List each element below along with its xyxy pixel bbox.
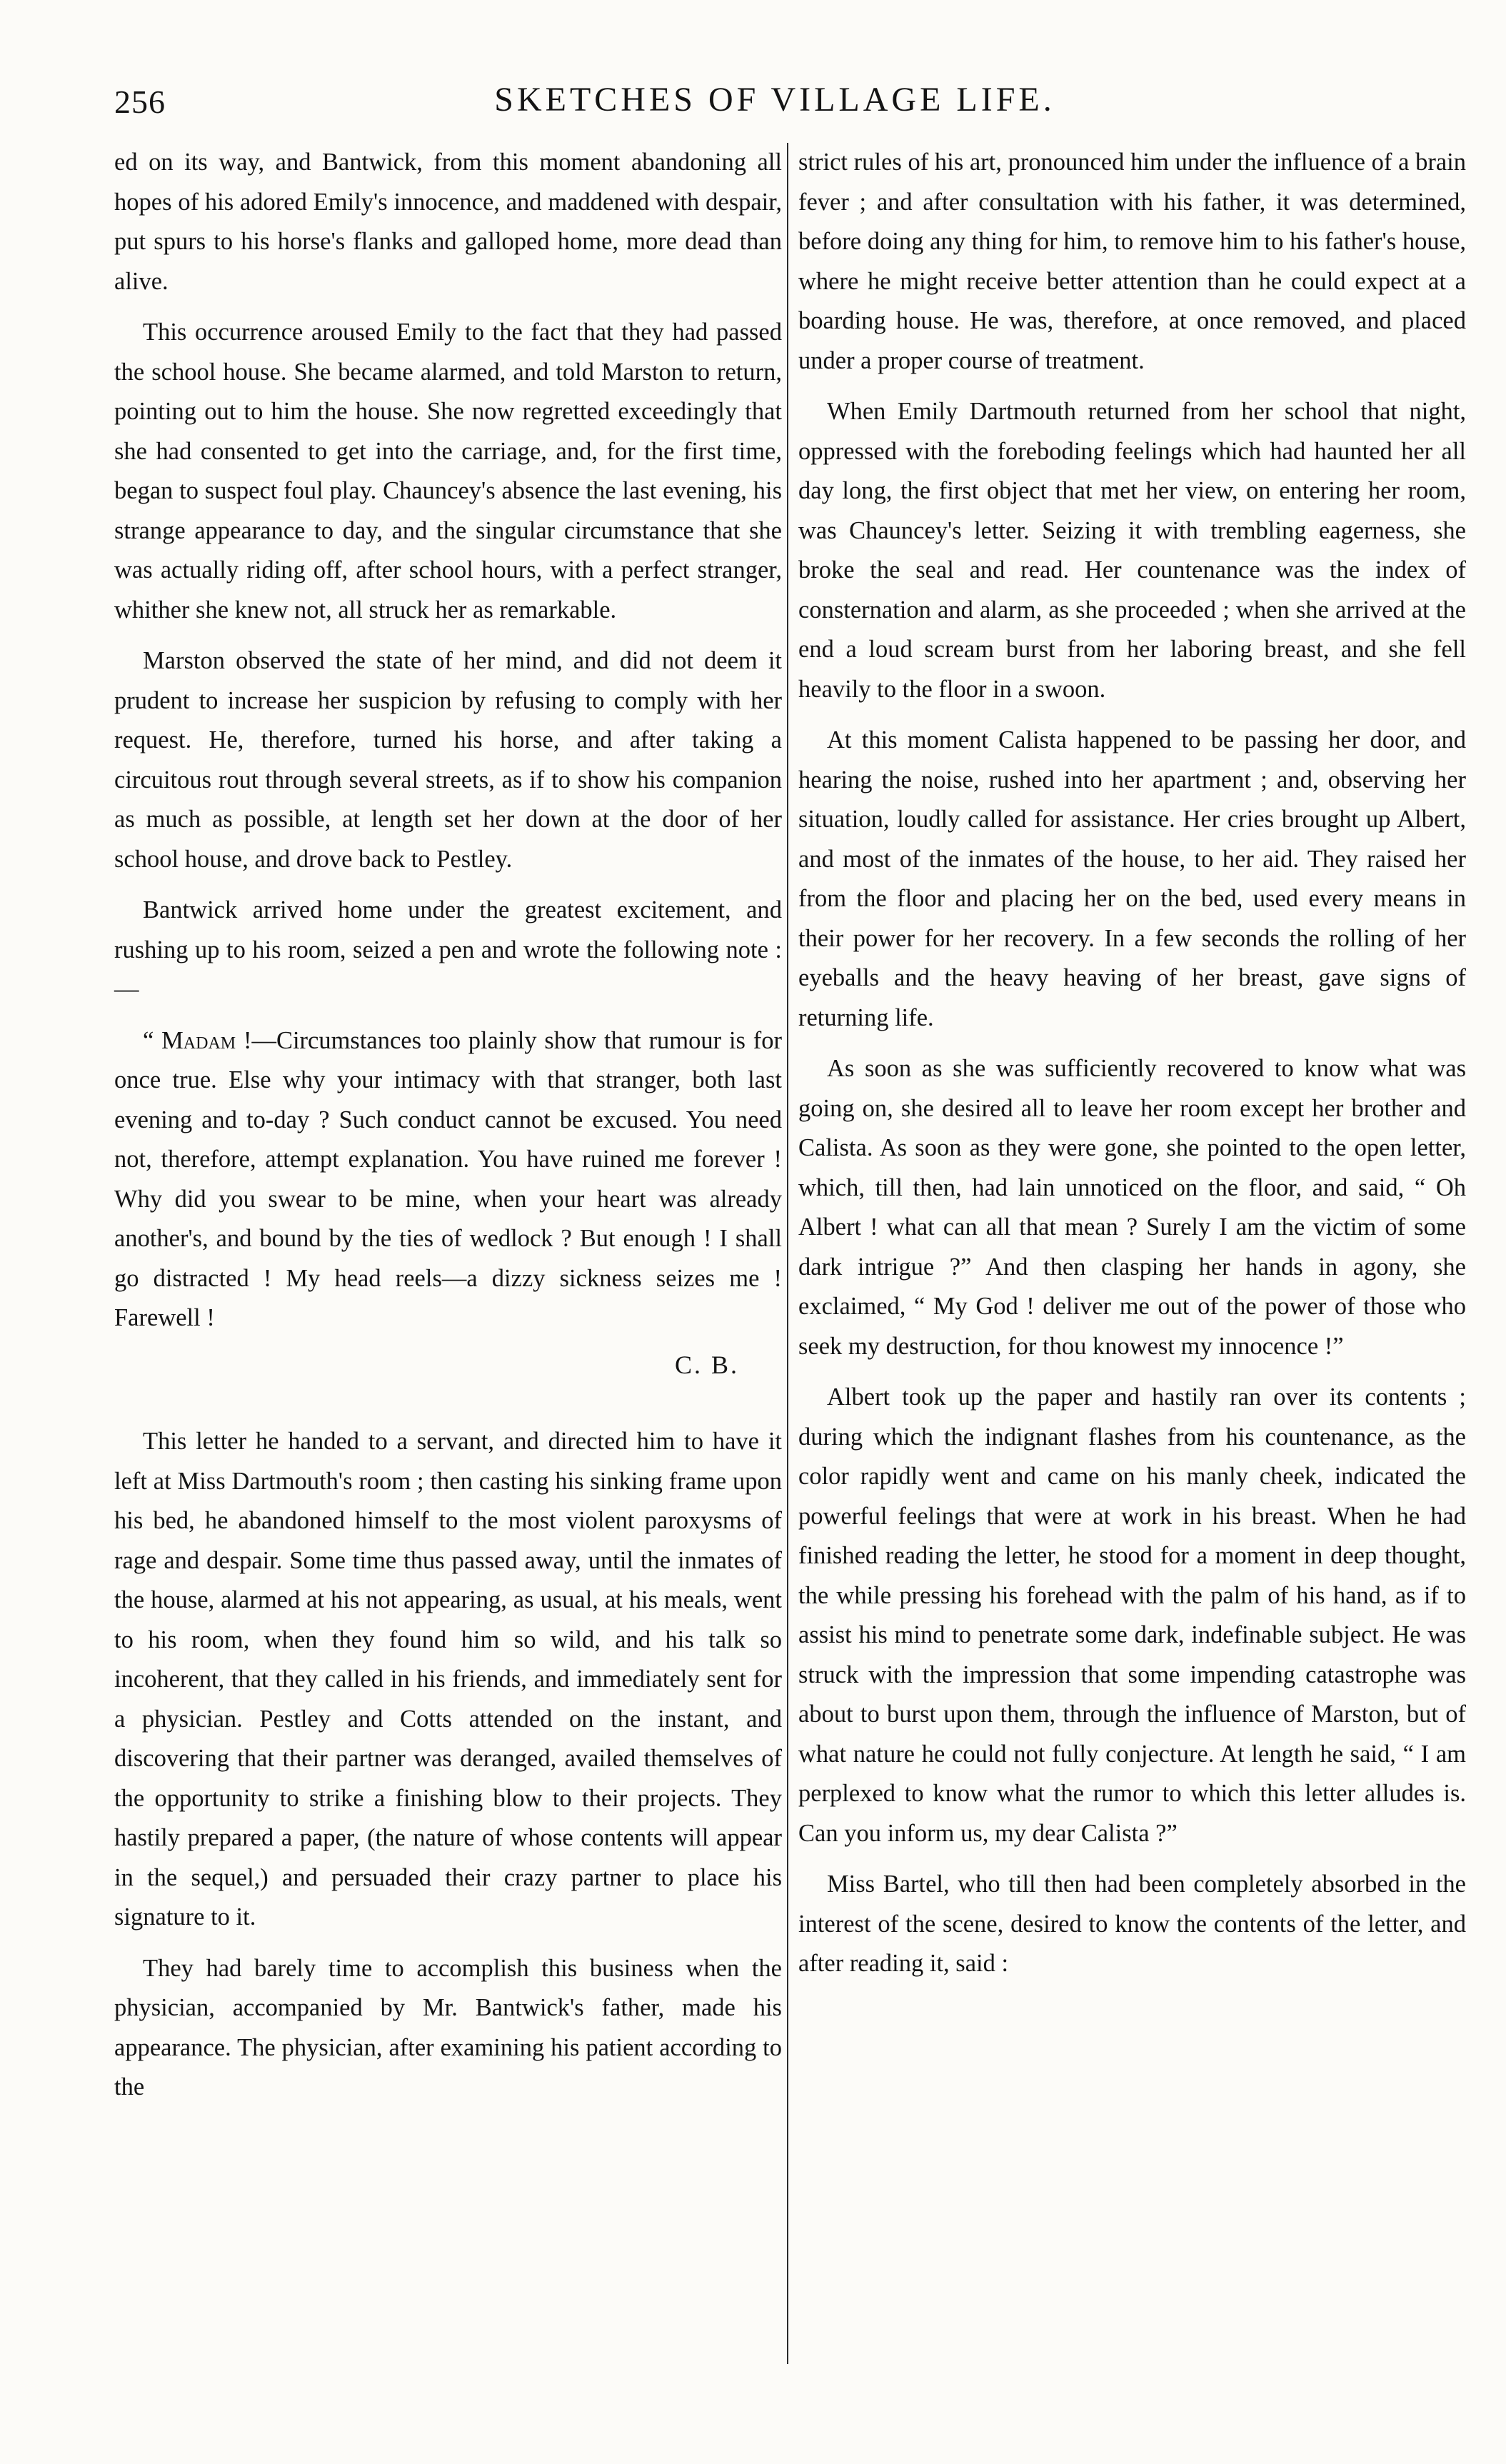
note-body: —Circumstances too plainly show that rumour is for once true. Else why your intimacy with that stranger, both last evening and to-day ? Such conduct cannot be excused. You need not, therefore, attempt explanation. You have ruined me forever ! Why did you swear to be mine, when your heart was already another's, and bound by the ties of wedlock ? But enough ! I shall go distracted ! My head reels—a dizzy sickness seizes me ! Farewell ! <box>114 1026 782 1331</box>
paragraph: When Emily Dartmouth returned from her school that night, oppressed with the foreboding feelings which had haunted her all day long, the first object that met her view, on entering her room, was Chauncey's letter. Seizing it with trembling eagerness, she broke the seal and read. Her countenance was the index of consternation and alarm, as she proceeded ; when she arrived at the end a loud scream burst from her laboring breast, and she fell heavily to the floor in a swoon. <box>798 398 1466 703</box>
left-column <box>114 143 782 2119</box>
paragraph: Miss Bartel, who till then had been completely absorbed in the interest of the scene, desired to know the contents of the letter, and after reading it, said : <box>798 1870 1466 1977</box>
paragraph: Marston observed the state of her mind, and did not deem it prudent to increase her suspicion by refusing to comply with her request. He, therefore, turned his horse, and after taking a circuitous rout through several streets, as if to show his companion as much as possible, at length set her down at the door of her school house, and drove back to Pestley. <box>114 647 782 873</box>
quoted-note <box>114 1021 782 1338</box>
page-number: 256 <box>114 84 166 120</box>
paragraph: This occurrence aroused Emily to the fact that they had passed the school house. She became alarmed, and told Marston to return, pointing out to him the house. She now regretted exceedingly that she had consented to get into the carriage, and, for the first time, began to suspect foul play. Chauncey's absence the last evening, his strange appearance to day, and the singular circumstance that she was actually riding off, after school hours, with a perfect stranger, whither she knew not, all struck her as remarkable. <box>114 319 782 623</box>
paragraph: ed on its way, and Bantwick, from this moment abandoning all hopes of his adored Emily's innocence, and maddened with despair, put spurs to his horse's flanks and galloped home, more dead than alive. <box>114 149 782 295</box>
page-header <box>114 77 1435 127</box>
paragraph: As soon as she was sufficiently recovered to know what was going on, she desired all to leave her room except her brother and Calista. As soon as they were gone, she pointed to the open letter, which, till then, had lain unnoticed on the floor, and said, “ Oh Albert ! what can all that mean ? Surely I am the victim of some dark intrigue ?” And then clasping her hands in agony, she exclaimed, “ My God ! deliver me out of the power of those who seek my destruction, for thou knowest my innocence !” <box>798 1055 1466 1360</box>
paragraph: Bantwick arrived home under the greatest excitement, and rushing up to his room, seized a pen and wrote the following note :— <box>114 896 782 1003</box>
right-column <box>798 143 1466 1995</box>
note-signature: C. B. <box>674 1350 739 1379</box>
note-salutation: “ Madam ! <box>143 1026 252 1054</box>
paragraph: At this moment Calista happened to be passing her door, and hearing the noise, rushed into her apartment ; and, observing her situation, loudly called for assistance. Her cries brought up Albert, and most of the inmates of the house, to her aid. They raised her from the floor and placing her on the bed, used every means in their power for her recovery. In a few seconds the rolling of her eyeballs and the heavy heaving of her breast, gave signs of returning life. <box>798 726 1466 1031</box>
column-divider <box>787 143 788 2364</box>
running-title: SKETCHES OF VILLAGE LIFE. <box>494 81 1055 119</box>
paragraph: This letter he handed to a servant, and directed him to have it left at Miss Dartmouth's room ; then casting his sinking frame upon his bed, he abandoned himself to the most violent paroxysms of rage and despair. Some time thus passed away, until the inmates of the house, alarmed at his not appearing, as usual, at his meals, went to his room, when they found him so wild, and his talk so incoherent, that they called in his friends, and immediately sent for a physician. Pestley and Cotts attended on the instant, and discovering that their partner was deranged, availed themselves of the opportunity to strike a finishing blow to their projects. They hastily prepared a paper, (the nature of whose contents will appear in the sequel,) and persuaded their crazy partner to place his signature to it. <box>114 1428 782 1930</box>
paragraph: Albert took up the paper and hastily ran over its contents ; during which the indignant flashes from his countenance, as the color rapidly went and came on his manly cheek, indicated the powerful feelings that were at work in his breast. When he had finished reading the letter, he stood for a moment in deep thought, the while pressing his forehead with the palm of his hand, as if to assist his mind to penetrate some dark, indefinable subject. He was struck with the impression that some impending catastrophe was about to burst upon them, through the influence of Marston, but of what nature he could not fully conjecture. At length he said, “ I am perplexed to know what the rumor to which this letter alludes is. Can you inform us, my dear Calista ?” <box>798 1383 1466 1847</box>
paragraph: strict rules of his art, pronounced him under the influence of a brain fever ; and after consultation with his father, it was determined, before doing any thing for him, to remove him to his father's house, where he might receive better attention than he could expect at a boarding house. He was, therefore, at once removed, and placed under a proper course of treatment. <box>798 149 1466 374</box>
paragraph: They had barely time to accomplish this business when the physician, accompanied by Mr. Bantwick's father, made his appearance. The physician, after examining his patient according to the <box>114 1954 782 2100</box>
